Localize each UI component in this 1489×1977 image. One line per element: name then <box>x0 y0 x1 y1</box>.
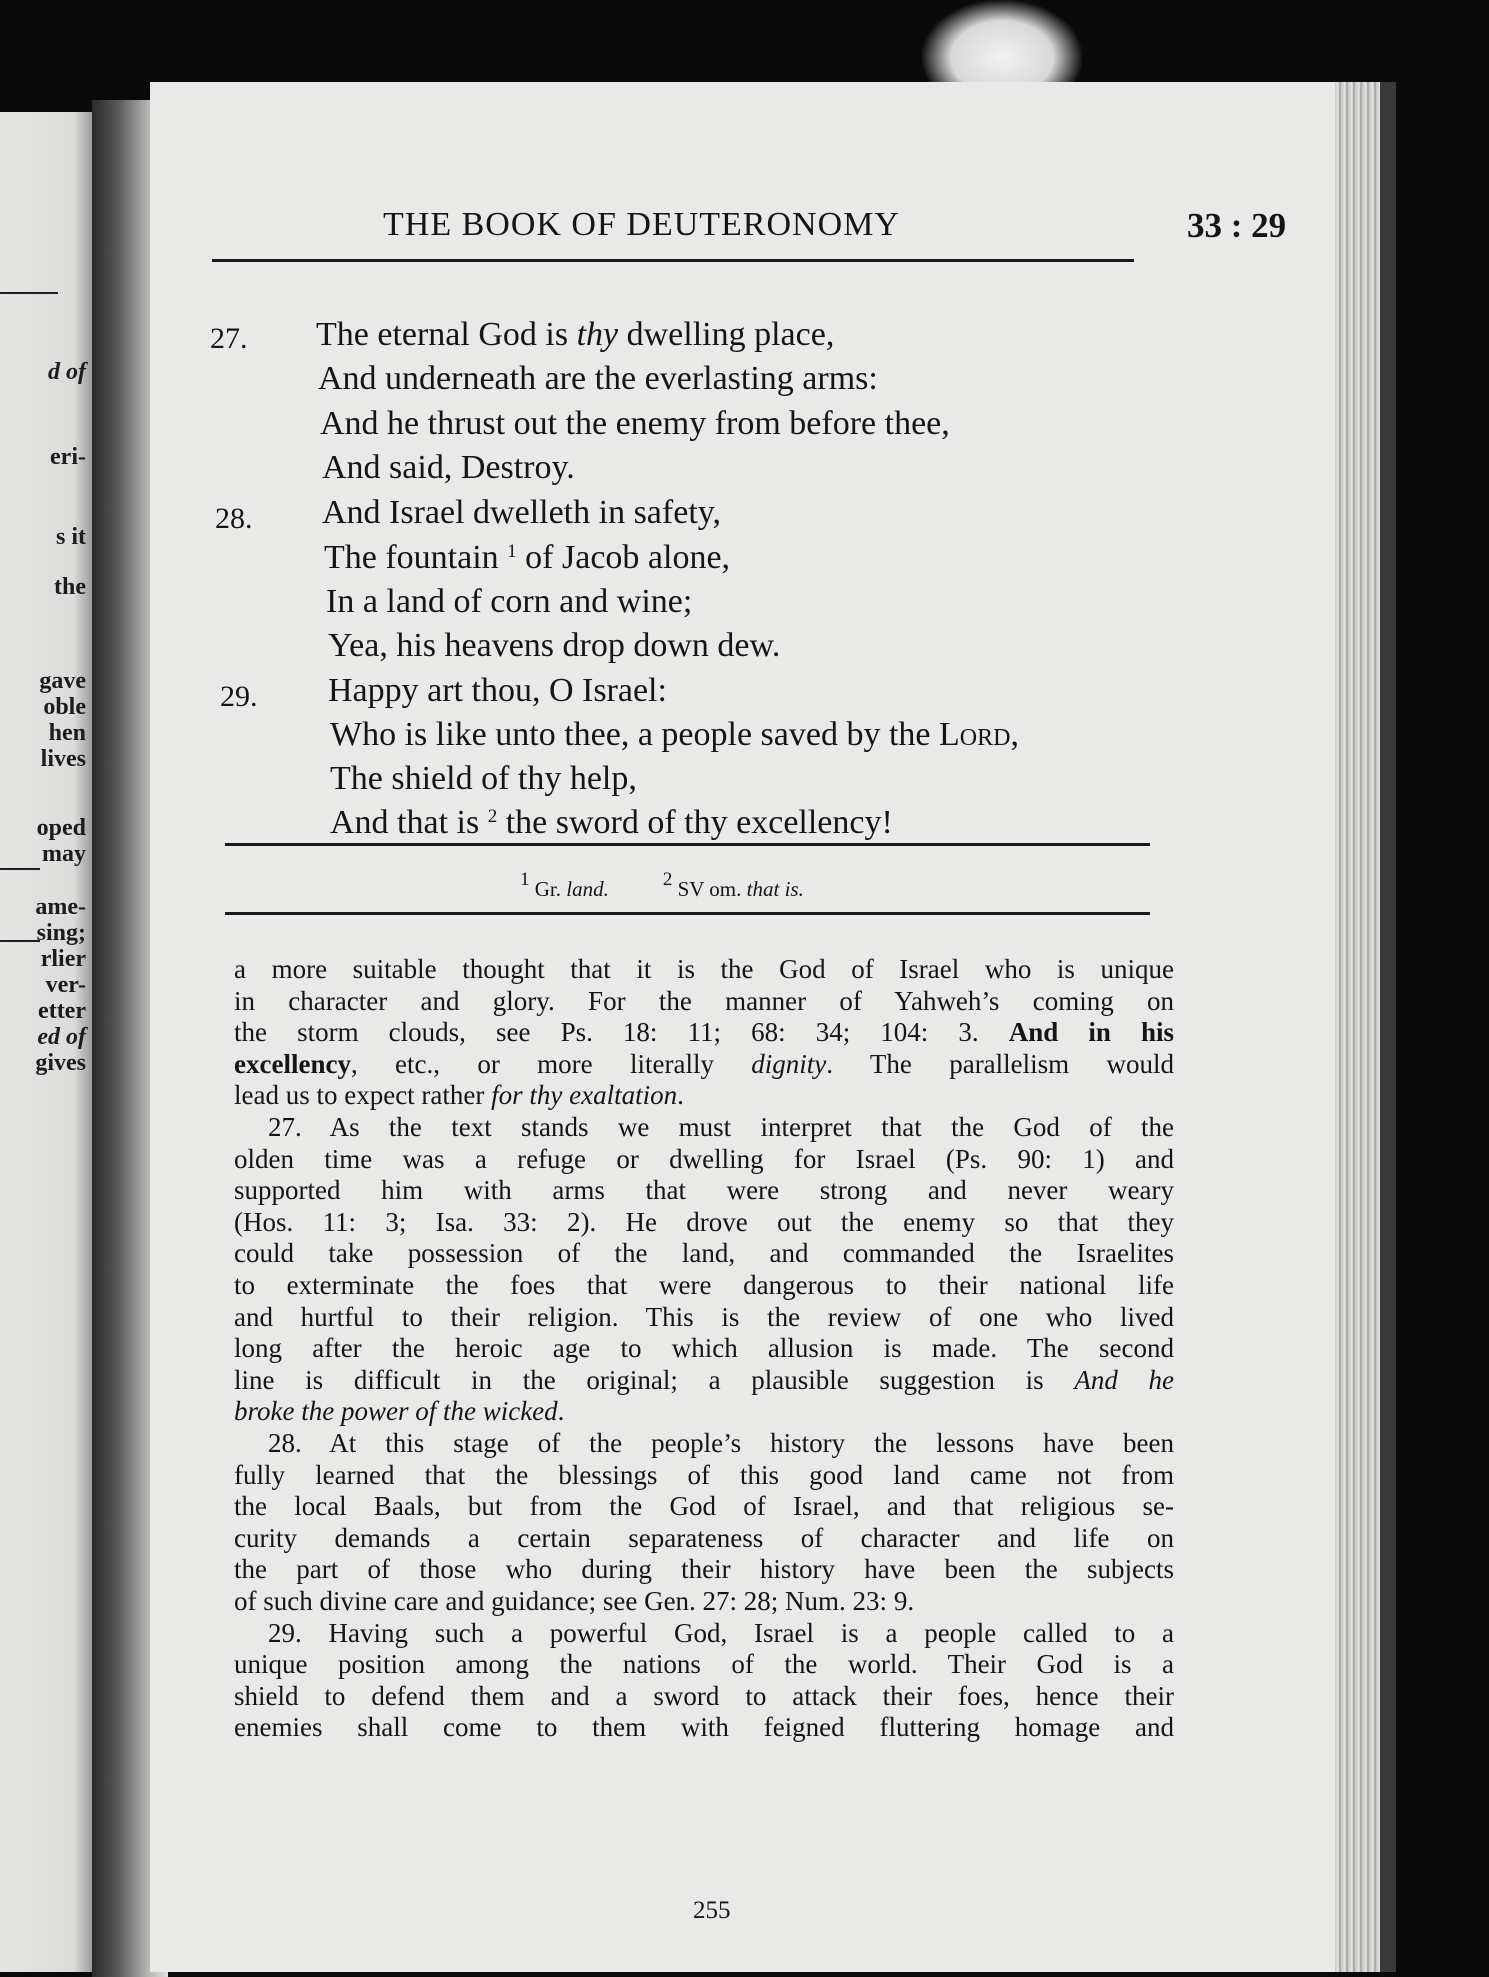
text-run: the sword of thy excellency! <box>497 804 893 841</box>
commentary-line <box>234 1302 1174 1332</box>
verse-line <box>320 405 950 443</box>
text-run: And Israel dwelleth in safety, <box>322 494 722 531</box>
text-run: . The parallelism would <box>826 1049 1175 1079</box>
text-run: could take possession of the land, and commanded the Israelites <box>234 1238 1174 1268</box>
text-run: of Jacob alone, <box>516 539 731 576</box>
text-run: , etc., or more literally <box>350 1049 752 1079</box>
commentary-line <box>234 1712 1174 1742</box>
text-run: The shield of thy help, <box>330 760 637 797</box>
text-run: olden time was a refuge or dwelling for Israel (Ps. 90: 1) and <box>234 1144 1174 1174</box>
text-run: for thy exaltation <box>491 1080 678 1110</box>
commentary-line <box>234 1460 1174 1490</box>
commentary-line <box>268 1428 1174 1458</box>
text-run: The fountain <box>324 539 508 576</box>
facing-page-fragment: rlier <box>40 946 86 972</box>
header-rule <box>212 259 1134 262</box>
text-run: long after the heroic age to which allusion is made. The second <box>234 1333 1174 1363</box>
verse-line <box>330 760 637 798</box>
text-run: And in his <box>1008 1017 1175 1047</box>
commentary-line <box>234 1333 1174 1363</box>
commentary-line <box>234 1080 1174 1110</box>
text-run: 28. At this stage of the people’s history the lessons have been <box>268 1428 1174 1458</box>
footnote-rule-top <box>225 843 1150 846</box>
commentary-line <box>234 1649 1174 1679</box>
text-run: thy <box>576 316 619 353</box>
facing-page-fragment: ed of <box>37 1024 86 1050</box>
commentary-line <box>234 1586 1174 1616</box>
text-run: land. <box>566 877 609 901</box>
text-run: . <box>677 1080 684 1110</box>
page-stack-edge <box>1335 82 1380 1972</box>
text-run: enemies shall come to them with feigned fluttering homage and <box>234 1712 1174 1742</box>
text-run: in character and glory. For the manner of Yahweh’s coming on <box>234 986 1174 1016</box>
text-run: And he thrust out the enemy from before thee, <box>320 405 950 442</box>
facing-page-fragment: oped <box>36 815 86 841</box>
text-run: And underneath are the everlasting arms: <box>318 360 878 397</box>
facing-page-rule <box>0 292 58 294</box>
commentary-line <box>234 1554 1174 1584</box>
commentary-line <box>234 1396 1174 1426</box>
commentary-line <box>234 1681 1174 1711</box>
verse-number: 28. <box>215 502 253 535</box>
text-run: and hurtful to their religion. This is the review of one who lived <box>234 1302 1174 1332</box>
commentary-line <box>268 1112 1174 1142</box>
text-run: Gr. <box>529 877 567 901</box>
facing-page-fragment: gave <box>39 668 86 694</box>
commentary-line <box>234 1365 1174 1395</box>
commentary-line <box>234 1144 1174 1174</box>
facing-page-fragment: hen <box>48 720 86 746</box>
facing-page-fragment: eri- <box>50 444 86 470</box>
facing-page-fragment: ver- <box>45 972 86 998</box>
footnote-marker: 1 <box>520 869 530 890</box>
text-run: Who is like unto thee, a people saved by the <box>330 716 939 753</box>
facing-page-fragment: gives <box>35 1050 86 1076</box>
footnote <box>520 869 609 901</box>
facing-page-fragment: oble <box>43 694 86 720</box>
facing-page-fragment: d of <box>48 359 86 385</box>
commentary-line <box>234 1049 1174 1079</box>
verse-line <box>328 672 667 710</box>
footnote-marker: 2 <box>662 869 673 890</box>
text-run: (Hos. 11: 3; Isa. 33: 2). He drove out the enemy so that they <box>234 1207 1174 1237</box>
commentary-line <box>234 954 1174 984</box>
facing-page-fragment: may <box>42 841 86 867</box>
text-run: shield to defend them and a sword to attack their foes, hence their <box>234 1681 1174 1711</box>
text-run: that is. <box>746 877 804 901</box>
footnotes <box>520 869 804 902</box>
verse-line <box>316 316 834 354</box>
text-run: SV om. <box>672 877 747 901</box>
facing-page-edge <box>0 112 92 1972</box>
text-run: , <box>1010 716 1019 753</box>
verse-line <box>318 360 878 398</box>
verse-line <box>324 539 730 577</box>
text-run: dignity <box>751 1049 827 1079</box>
text-run: Yea, his heavens drop down dew. <box>328 627 781 664</box>
verse-line <box>330 804 893 842</box>
text-run: the storm clouds, see Ps. 18: 11; 68: 34; 104: 3. <box>234 1017 1009 1047</box>
text-run: line is difficult in the original; a plausible suggestion is <box>234 1365 1075 1395</box>
text-run: unique position among the nations of the world. Their God is a <box>234 1649 1174 1679</box>
text-run: 29. Having such a powerful God, Israel is a people called to a <box>268 1618 1174 1648</box>
verse-number: 27. <box>210 322 248 355</box>
footnote-marker: 1 <box>507 541 517 562</box>
commentary-line <box>268 1618 1174 1648</box>
commentary-line <box>234 1523 1174 1553</box>
text-run: lead us to expect rather <box>234 1080 492 1110</box>
commentary-line <box>234 1017 1174 1047</box>
text-run: the part of those who during their history have been the subjects <box>234 1554 1174 1584</box>
text-run: The eternal God is <box>316 316 577 353</box>
text-run: And he <box>1074 1365 1174 1395</box>
text-run: of such divine care and guidance; see Gen. 27: 28; Num. 23: 9. <box>234 1586 915 1616</box>
facing-page-fragment: sing; <box>36 920 86 946</box>
verse-line <box>330 716 1019 754</box>
torn-paper-scrap <box>922 0 1082 82</box>
text-run: the local Baals, but from the God of Israel, and that religious se- <box>234 1491 1174 1521</box>
text-run: And that is <box>330 804 488 841</box>
text-run: supported him with arms that were strong and never weary <box>234 1175 1174 1205</box>
footnote-rule-bottom <box>225 912 1150 915</box>
text-run: . <box>557 1396 565 1426</box>
running-head: THE BOOK OF DEUTERONOMY <box>383 206 900 243</box>
chapter-verse-ref: 33 : 29 <box>1187 206 1287 245</box>
text-run: curity demands a certain separateness of character and life on <box>234 1523 1174 1553</box>
commentary-line <box>234 986 1174 1016</box>
footnote-marker: 2 <box>487 806 498 827</box>
facing-page-fragment: lives <box>40 746 86 772</box>
text-run: dwelling place, <box>618 316 835 353</box>
text-run: broke the power of the wicked <box>234 1396 558 1426</box>
verse-line <box>322 449 575 487</box>
verse-line <box>322 494 721 532</box>
text-run: a more suitable thought that it is the God of Israel who is unique <box>234 954 1174 984</box>
commentary-line <box>234 1238 1174 1268</box>
footnote <box>662 869 804 901</box>
text-run: Lord <box>939 716 1011 753</box>
facing-page-fragment: ame- <box>35 894 86 920</box>
text-run: Happy art thou, O Israel: <box>328 672 667 709</box>
facing-page-fragment: the <box>54 574 86 600</box>
text-run: to exterminate the foes that were dangerous to their national life <box>234 1270 1174 1300</box>
text-run: And said, Destroy. <box>322 449 575 486</box>
text-run: fully learned that the blessings of this good land came not from <box>234 1460 1174 1490</box>
page-number: 255 <box>693 1897 731 1924</box>
facing-page-fragment: etter <box>38 998 86 1024</box>
facing-page-fragment: s it <box>56 524 86 550</box>
verse-line <box>326 583 692 621</box>
verse-number: 29. <box>220 680 258 713</box>
commentary-line <box>234 1207 1174 1237</box>
cover-edge <box>1380 82 1396 1972</box>
text-run: In a land of corn and wine; <box>326 583 693 620</box>
verse-line <box>328 627 780 665</box>
commentary-line <box>234 1491 1174 1521</box>
commentary-line <box>234 1270 1174 1300</box>
text-run: excellency <box>234 1049 351 1079</box>
commentary-line <box>234 1175 1174 1205</box>
text-run: 27. As the text stands we must interpret that the God of the <box>268 1112 1174 1142</box>
